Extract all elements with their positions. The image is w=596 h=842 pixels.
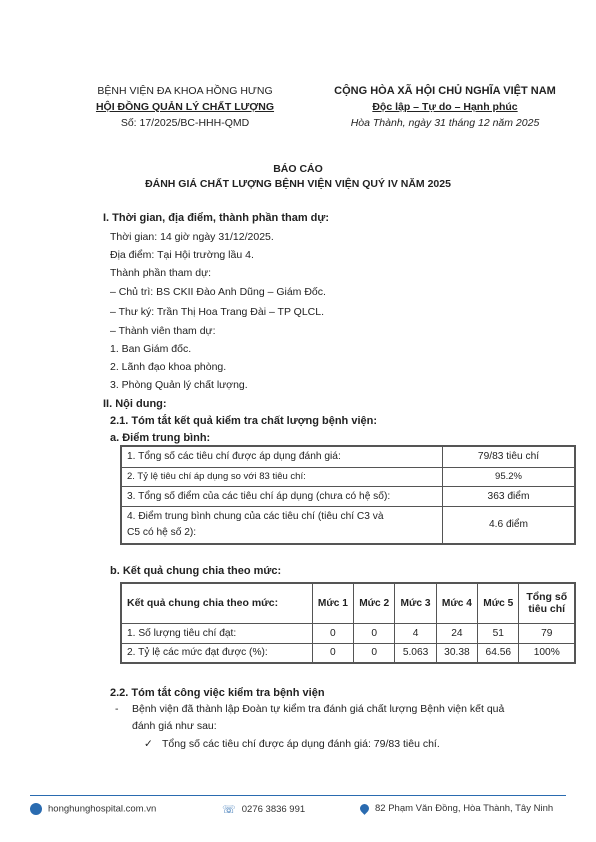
address-text: 82 Phạm Văn Đồng, Hòa Thành, Tây Ninh	[375, 803, 554, 814]
table-row	[121, 643, 575, 663]
chair-line: – Chủ trì: BS CKII Đào Anh Dũng – Giám Đốc.	[110, 286, 326, 298]
check-icon: ✓	[144, 738, 153, 750]
level-results-table	[120, 582, 576, 664]
table-cell: 79	[519, 623, 575, 643]
column-header: Mức 4	[436, 583, 477, 623]
table-header-row	[121, 583, 575, 623]
table-cell: 95.2%	[443, 467, 576, 486]
section-2-heading: II. Nội dung:	[103, 398, 167, 410]
average-score-table	[120, 445, 576, 545]
secretary-line: – Thư ký: Trần Thị Hoa Trang Đài – TP QLCL.	[110, 306, 325, 318]
member-item: 1. Ban Giám đốc.	[110, 343, 192, 355]
footer-address	[360, 803, 553, 814]
table-cell: 0	[312, 623, 353, 643]
table-row	[121, 446, 575, 467]
header-left	[50, 83, 320, 131]
column-header: Mức 3	[395, 583, 436, 623]
table-row	[121, 506, 575, 544]
cell-line: 4. Điểm trung bình chung của các tiêu chí (tiêu chí C3 và	[127, 510, 384, 522]
website-text: honghunghospital.com.vn	[48, 803, 157, 815]
table-cell: 1. Tổng số các tiêu chí được áp dụng đánh giá:	[121, 446, 443, 467]
table-cell: 4.6 điểm	[443, 506, 576, 544]
bullet-dash: -	[115, 703, 119, 715]
table-cell: 64.56	[478, 643, 519, 663]
phone-text: 0276 3836 991	[241, 804, 306, 816]
table-cell: 0	[354, 623, 395, 643]
table-cell: 2. Tỷ lệ tiêu chí áp dụng so với 83 tiêu chí:	[121, 467, 443, 486]
table-cell: 51	[478, 623, 519, 643]
members-label: – Thành viên tham dự:	[110, 325, 216, 337]
member-item: 2. Lãnh đạo khoa phòng.	[110, 361, 227, 373]
footer-phone[interactable]	[222, 803, 305, 816]
nation-title: CỘNG HÒA XÃ HỘI CHỦ NGHĨA VIỆT NAM	[334, 85, 556, 97]
table-cell: 3. Tổng số điểm của các tiêu chí áp dụng (chưa có hệ số):	[121, 486, 443, 506]
table-cell: 4	[395, 623, 436, 643]
report-title: BÁO CÁO	[273, 163, 323, 175]
subsection-2-1-heading: 2.1. Tóm tắt kết quả kiểm tra chất lượng bệnh viện:	[110, 415, 378, 427]
table-cell: 24	[436, 623, 477, 643]
column-header: Mức 5	[478, 583, 519, 623]
national-motto: Độc lập – Tự do – Hạnh phúc	[372, 101, 518, 113]
column-header: Mức 2	[354, 583, 395, 623]
table-cell: 0	[312, 643, 353, 663]
section-1-heading: I. Thời gian, địa điểm, thành phần tham dự:	[103, 212, 330, 224]
footer-website[interactable]	[30, 803, 156, 815]
table-cell: 79/83 tiêu chí	[443, 446, 576, 467]
column-header: Mức 1	[312, 583, 353, 623]
hospital-name: BỆNH VIỆN ĐA KHOA HỒNG HƯNG	[97, 85, 273, 97]
table-cell: 30.38	[436, 643, 477, 663]
place-date: Hòa Thành, ngày 31 tháng 12 năm 2025	[350, 117, 540, 129]
level-results-heading: b. Kết quả chung chia theo mức:	[110, 565, 282, 577]
document-number: Số: 17/2025/BC-HHH-QMD	[120, 117, 250, 129]
meeting-time: Thời gian: 14 giờ ngày 31/12/2025.	[110, 231, 274, 243]
table-row	[121, 486, 575, 506]
table-row	[121, 467, 575, 486]
checked-item: Tổng số các tiêu chí được áp dụng đánh giá: 79/83 tiêu chí.	[162, 738, 440, 750]
bullet-text: Bệnh viện đã thành lập Đoàn tự kiểm tra đánh giá chất lượng Bệnh viện kết quả	[132, 703, 505, 715]
table-cell: 1. Số lượng tiêu chí đạt:	[121, 623, 312, 643]
table-cell: 363 điểm	[443, 486, 576, 506]
council-name: HỘI ĐỒNG QUẢN LÝ CHẤT LƯỢNG	[95, 101, 275, 113]
table-cell: 5.063	[395, 643, 436, 663]
table-row	[121, 623, 575, 643]
average-score-heading: a. Điểm trung bình:	[110, 432, 211, 444]
member-item: 3. Phòng Quản lý chất lượng.	[110, 379, 248, 391]
table-cell	[121, 506, 443, 544]
cell-line: C5 có hệ số 2):	[127, 526, 197, 538]
meeting-place: Địa điểm: Tại Hội trường lầu 4.	[110, 249, 254, 261]
phone-icon: ☏	[222, 804, 236, 816]
column-header: Kết quả chung chia theo mức:	[121, 583, 312, 623]
table-cell: 100%	[519, 643, 575, 663]
globe-icon	[30, 803, 42, 815]
header-right	[305, 83, 585, 131]
table-cell: 2. Tỷ lệ các mức đạt được (%):	[121, 643, 312, 663]
table-cell: 0	[354, 643, 395, 663]
column-header: Tổng số tiêu chí	[519, 583, 575, 623]
subsection-2-2-heading: 2.2. Tóm tắt công việc kiểm tra bệnh viện	[110, 687, 325, 699]
report-subtitle: ĐÁNH GIÁ CHẤT LƯỢNG BỆNH VIỆN VIỆN QUÝ IV NĂM 2025	[145, 178, 451, 190]
footer-divider	[30, 795, 566, 796]
participants-label: Thành phần tham dự:	[110, 267, 212, 279]
location-pin-icon	[358, 802, 371, 815]
bullet-text-continued: đánh giá như sau:	[132, 720, 217, 732]
